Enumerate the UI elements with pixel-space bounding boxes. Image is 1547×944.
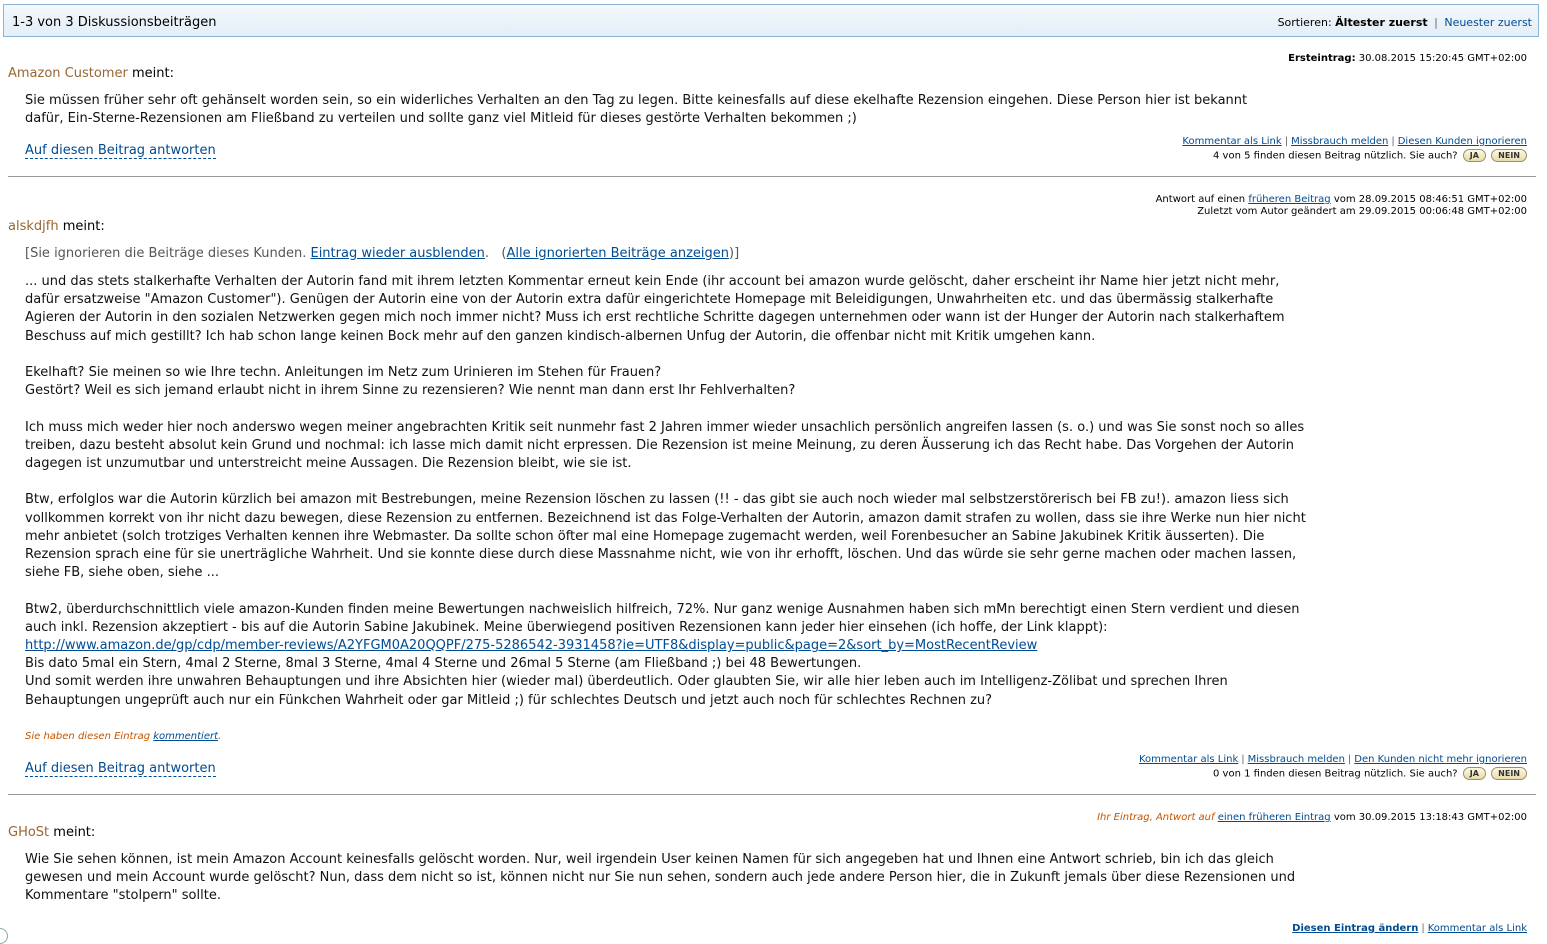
ignored-notice (25, 246, 739, 261)
post-paragraph: Bis dato 5mal ein Stern, 4mal 2 Sterne, 8mal 3 Sterne, 4mal 4 Sterne und 26mal 5 Sterne (am Fließband ;) bei 48 Bewertungen. (25, 656, 862, 672)
post-author-line (8, 66, 174, 81)
reply-button[interactable]: Auf diesen Beitrag antworten (25, 761, 216, 776)
post-count: 1-3 von 3 Diskussionsbeiträgen (12, 15, 217, 30)
ignored-mid: . ( (484, 246, 507, 261)
reply-button[interactable]: Auf diesen Beitrag antworten (25, 143, 216, 158)
sort-label: Sortieren: (1277, 16, 1332, 29)
post-author-line (8, 825, 95, 840)
commented-notice (25, 731, 221, 742)
post-actions (1292, 923, 1527, 935)
post-meta (1156, 194, 1527, 218)
helpful-text: 4 von 5 finden diesen Beitrag nützlich. Sie auch? (1213, 150, 1458, 162)
vote-no-button[interactable]: NEIN (1491, 149, 1527, 162)
reply-to-prefix: Antwort auf einen (1155, 194, 1246, 205)
edit-entry-link[interactable]: Diesen Eintrag ändern (1292, 923, 1419, 934)
report-abuse-link[interactable]: Missbrauch melden (1291, 136, 1389, 147)
post-meta (1097, 812, 1527, 824)
comment-as-link[interactable]: Kommentar als Link (1427, 923, 1527, 934)
ignored-text: [Sie ignorieren die Beiträge dieses Kunden. (25, 246, 307, 261)
post-paragraph: Btw2, überdurchschnittlich viele amazon-Kunden finden meine Bewertungen nachweislich hilfreich, 72%. Nur ganz wenige Ausnahmen haben sich mMn berechtigt einen Stern verdient und diesen auch inkl. Rezension akzeptiert - bis auf die Autorin Sabine Jakubinek. Meine überwiegend positiven Rezensionen kann jeder hier einsehen (ich hoffe, der Link klappt): (25, 601, 1300, 635)
says-label: meint: (53, 825, 96, 840)
author-name[interactable]: alskdjfh (8, 219, 59, 234)
edited-note: Zuletzt vom Autor geändert am 29.09.2015 00:06:48 GMT+02:00 (1197, 206, 1527, 217)
comment-as-link[interactable]: Kommentar als Link (1182, 136, 1282, 147)
post-divider (8, 794, 1536, 795)
vote-yes-button[interactable]: JA (1463, 149, 1486, 162)
helpful-text: 0 von 1 finden diesen Beitrag nützlich. Sie auch? (1213, 768, 1458, 780)
sort-newest-first[interactable]: Neuester zuerst (1444, 16, 1532, 29)
author-name[interactable]: GHoSt (8, 825, 50, 840)
ignore-customer-link[interactable]: Diesen Kunden ignorieren (1397, 136, 1527, 147)
earlier-post-link[interactable]: früheren Beitrag (1248, 194, 1331, 205)
sort-oldest-first[interactable]: Ältester zuerst (1335, 16, 1428, 29)
member-reviews-link[interactable]: http://www.amazon.de/gp/cdp/member-reviews/A2YFGM0A20QQPF/275-5286542-3931458?ie=UTF8&display=public&page=2&sort_by=MostRecentReview (25, 638, 1038, 653)
post-divider (8, 176, 1536, 177)
post-paragraph: Btw, erfolglos war die Autorin kürzlich bei amazon mit Bestrebungen, meine Rezension löschen zu lassen (!! - das gibt sie auch noch wieder mal selbstzerstörerisch bei FB zu!). amazon liess sich vollkommen korrekt von ihr nicht dazu bewegen, diese Rezension zu entfernen. Bezeichnend ist das Folge-Verhalten der Autorin, amazon damit strafen zu wollen, dass sie ihre Werke nun hier nicht mehr anbietet (solch trotziges Verhalten kennen ihre Webmaster. Da sollte schon öfter mal eine Homepage zugemacht werden, weil Forenbesucher an Sabine Jakubinek Kritik äusserten). Die Rezension sprach eine für sie unerträgliche Wahrheit. Und sie konnte diese durch diese Massnahme nicht, wie von ihr erhofft, löschen. Und das würde sie sehr gerne machen oder machen lassen, siehe FB, siehe oben, siehe ... (25, 492, 1306, 581)
separator: | (1347, 754, 1352, 765)
sort-separator: | (1434, 16, 1438, 29)
post-body (25, 851, 1300, 906)
post-paragraph: Ich muss mich weder hier noch anderswo wegen meiner angebrachten Kritik seit nunmehr fast 2 Jahren immer wieder unsachlich persönlich angreifen lassen (s. o.) und was Sie sonst noch so alles treiben, dazu besteht absolut kein Grund und nochmal: ich lasse mich damit nicht erpressen. Die Rezension ist meine Meinung, zu deren Äusserung ich das Recht habe. Das Vorgehen der Autorin dagegen ist unzumutbar und unterstreicht meine Aussagen. Die Rezension bleibt, wie sie ist. (25, 419, 1305, 471)
author-name[interactable]: Amazon Customer (8, 66, 128, 81)
scroll-corner-circle (0, 928, 8, 944)
commented-prefix: Sie haben diesen Eintrag (25, 731, 151, 742)
post-paragraph: ... und das stets stalkerhafte Verhalten der Autorin fand mit ihrem letzten Kommentar erneut kein Ende (ihr account bei amazon wurde gelöscht, daher erscheint ihr Name hier jetzt nicht mehr, dafür ersatzweise "Amazon Customer"). Genügen der Autorin eine von der Autorin extra dafür eingerichtete Homepage mit Beleidigungen, Unwahrheiten etc. und das übermässig stalkerhafte Agieren der Autorin in den sozialen Netzwerken gegen mich noch immer nicht? Muss ich erst rechtliche Schritte dagegen unternehmen oder wann ist der Hunger der Autorin nach stalkerhaftem Beschuss auf mich gestillt? Ich hab schon lange keinen Bock mehr auf den ganzen kindisch-albernen Unfug der Autorin, die offenbar nicht mit Kritik umgehen kann. (25, 274, 1285, 344)
your-entry-prefix: Ihr Eintrag, Antwort auf (1097, 812, 1215, 823)
post-date: vom 30.09.2015 13:18:43 GMT+02:00 (1333, 812, 1527, 823)
separator: | (1421, 923, 1425, 934)
post-actions (1139, 754, 1527, 781)
post-paragraph: Und somit werden ihre unwahren Behauptungen und ihre Absichten hier (wieder mal) überdeutlich. Oder glaubten Sie, wir alle hier leben auch im Intelligenz-Zölibat und sprechen Ihren Behauptungen ungeprüft auch nur ein Fünkchen Wahrheit oder gar Mitleid ;) für schlechtes Deutsch und jetzt auch noch für schlechtes Rechnen zu? (25, 674, 1228, 708)
separator: | (1391, 136, 1395, 147)
vote-no-button[interactable]: NEIN (1491, 767, 1527, 780)
ignored-suffix: )] (729, 246, 740, 261)
vote-yes-button[interactable]: JA (1463, 767, 1486, 780)
post-author-line (8, 219, 105, 234)
unignore-customer-link[interactable]: Den Kunden nicht mehr ignorieren (1354, 754, 1527, 765)
separator: | (1284, 136, 1289, 147)
show-ignored-posts-link[interactable]: Alle ignorierten Beiträge anzeigen (506, 246, 730, 261)
post-actions (1182, 136, 1527, 163)
post-paragraph: Sie müssen früher sehr oft gehänselt worden sein, so ein widerliches Verhalten an den Tag zu legen. Bitte keinesfalls auf diese ekelhafte Rezension eingehen. Diese Person hier ist bekannt dafür, Ein-Sterne-Rezensionen am Fließband zu verteilen und sollte ganz viel Mitleid für dieses gestörte Verhalten bekommen ;) (25, 93, 1248, 127)
post-meta (1288, 53, 1527, 65)
post-paragraph: Wie Sie sehen können, ist mein Amazon Account keinesfalls gelöscht worden. Nur, weil irgendein User keinen Namen für sich angegeben hat und Ihnen eine Antwort schrieb, bin ich das gleich gewesen und mein Account wurde gelöscht? Nun, dass dem nicht so ist, können nicht nur Sie nun sehen, sondern auch jede andere Person hier, die in Zukunft jemals über diese Rezensionen und Kommentare "stolpern" sollte. (25, 852, 1296, 904)
report-abuse-link[interactable]: Missbrauch melden (1247, 754, 1345, 765)
post-paragraph: Gestört? Weil es sich jemand erlaubt nicht in ihrem Sinne zu rezensieren? Wie nennt man dann erst Ihr Fehlverhalten? (25, 383, 796, 399)
commented-suffix: . (218, 731, 222, 742)
post-date: 30.08.2015 15:20:45 GMT+02:00 (1358, 53, 1527, 64)
sort-controls (1278, 16, 1532, 29)
hide-entry-link[interactable]: Eintrag wieder ausblenden (310, 246, 485, 261)
separator: | (1241, 754, 1245, 765)
post-paragraph: Ekelhaft? Sie meinen so wie Ihre techn. Anleitungen im Netz zum Urinieren im Stehen für Frauen? (25, 365, 662, 380)
discussion-header (3, 4, 1539, 37)
post-date: vom 28.09.2015 08:46:51 GMT+02:00 (1333, 194, 1527, 205)
post-body (25, 273, 1315, 710)
post-body (25, 92, 1275, 128)
commented-link[interactable]: kommentiert (153, 731, 218, 742)
says-label: meint: (131, 66, 174, 81)
first-post-label: Ersteintrag: (1288, 53, 1356, 64)
comment-as-link[interactable]: Kommentar als Link (1139, 754, 1239, 765)
earlier-entry-link[interactable]: einen früheren Eintrag (1217, 812, 1331, 823)
says-label: meint: (62, 219, 105, 234)
